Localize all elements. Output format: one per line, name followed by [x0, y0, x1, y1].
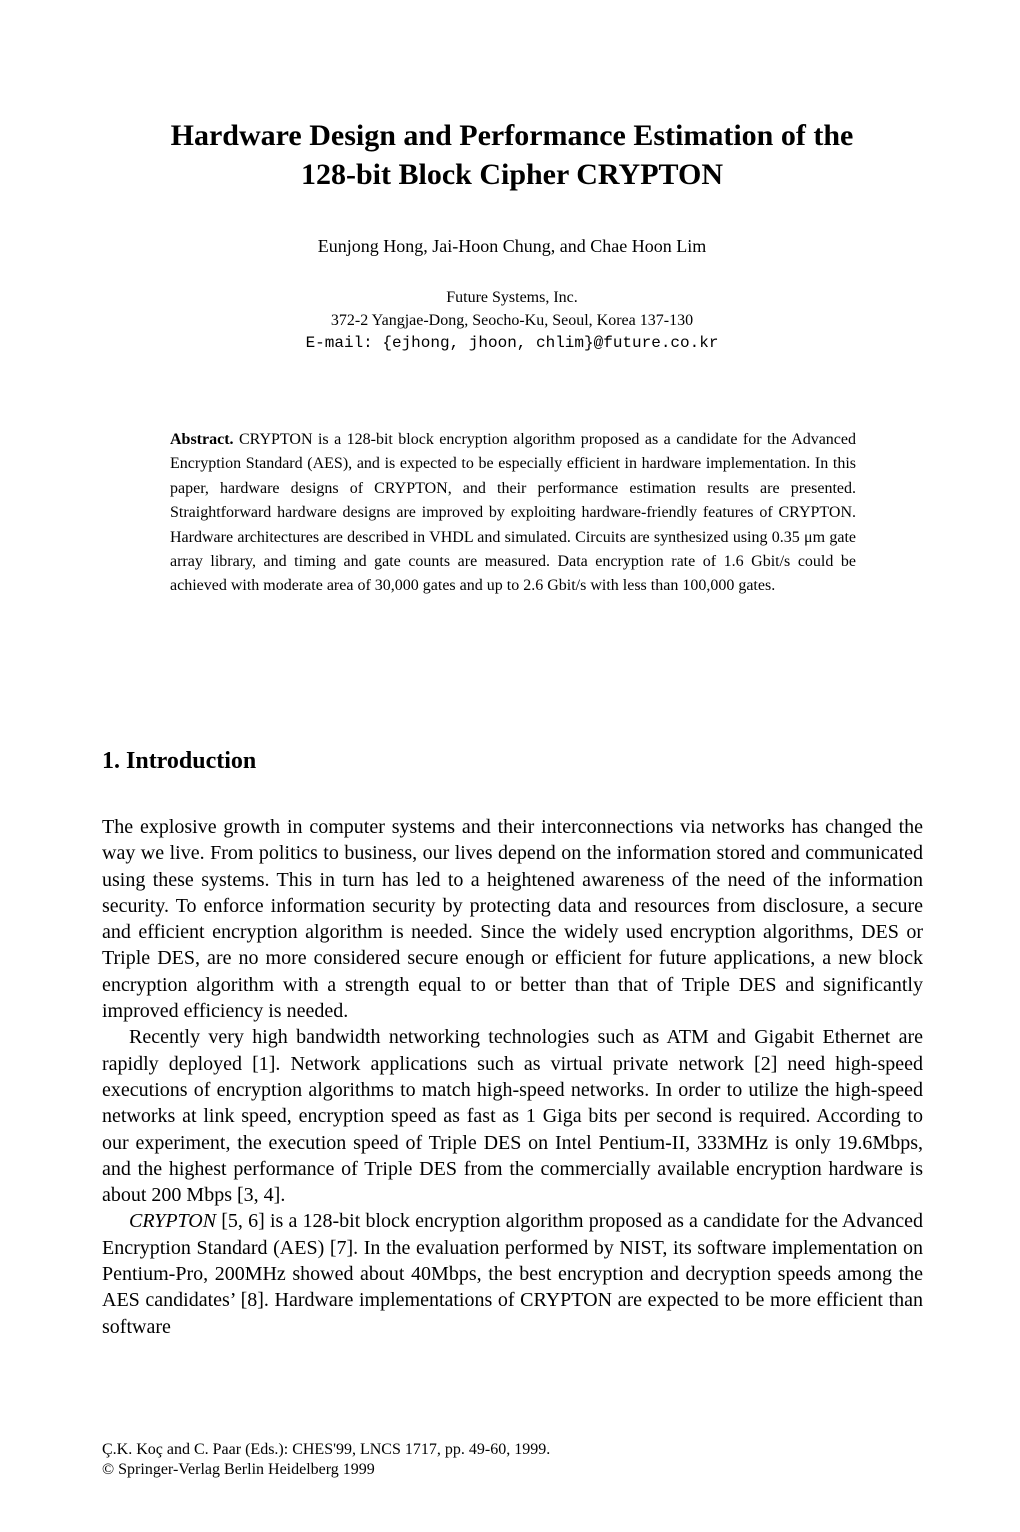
introduction-body: [102, 814, 923, 1340]
crypton-emphasis: CRYPTON: [129, 1210, 217, 1233]
body-paragraph-2: Recently very high bandwidth networking technologies such as ATM and Gigabit Ethernet are rapidly deployed [1]. Network applications such as virtual private network [2] need high-speed executions of encryption algorithms to match high-speed networks. In order to utilize the high-speed networks at link speed, encryption speed as fast as 1 Giga bits per second is required. According to our experiment, the execution speed of Triple DES on Intel Pentium-II, 333MHz is only 19.6Mbps, and the highest performance of Triple DES from the commercially available encryption hardware is about 200 Mbps [3, 4].: [102, 1026, 923, 1207]
paper-title-line-2: 128-bit Block Cipher CRYPTON: [300, 158, 724, 191]
page-footer: [102, 1440, 902, 1480]
body-paragraph-3-text: [5, 6] is a 128-bit block encryption algorithm proposed as a candidate for the Advanced Encryption Standard (AES) [7]. In the evaluation performed by NIST, its software implementation on Pentium-Pro, 200MHz showed about 40Mbps, the best encryption and decryption speeds among the AES candidates’ [8]. Hardware implementations of CRYPTON are expected to be more efficient than software: [102, 1210, 923, 1338]
abstract-label: Abstract.: [170, 431, 234, 448]
section-heading-introduction: 1. Introduction: [102, 748, 257, 774]
affiliation-email: E-mail: {ejhong, jhoon, chlim}@future.co.kr: [305, 334, 719, 352]
footer-copyright: © Springer-Verlag Berlin Heidelberg 1999: [102, 1461, 375, 1478]
abstract-text: CRYPTON is a 128-bit block encryption algorithm proposed as a candidate for the Advanced Encryption Standard (AES), and is expected to be especially efficient in hardware implementation. In this paper, hardware designs of CRYPTON, and their performance estimation results are presented. Straightforward hardware designs are improved by exploiting hardware-friendly features of CRYPTON. Hardware architectures are described in VHDL and simulated. Circuits are synthesized using 0.35 μm gate array library, and timing and gate counts are measured. Data encryption rate of 1.6 Gbit/s could be achieved with moderate area of 30,000 gates and up to 2.6 Gbit/s with less than 100,000 gates.: [170, 431, 857, 595]
affiliation-block: [100, 286, 924, 355]
affiliation-address: 372-2 Yangjae-Dong, Seocho-Ku, Seoul, Korea 137-130: [330, 312, 694, 329]
paper-title-line-1: Hardware Design and Performance Estimation of the: [170, 119, 854, 152]
author-list: Eunjong Hong, Jai-Hoon Chung, and Chae Hoon Lim: [317, 236, 707, 256]
affiliation-org: Future Systems, Inc.: [446, 289, 578, 306]
abstract: [170, 428, 856, 599]
body-paragraph-1: The explosive growth in computer systems and their interconnections via networks has changed the way we live. From politics to business, our lives depend on the information stored and communicated using these systems. This in turn has led to a heightened awareness of the need of the information security. To enforce information security by protecting data and resources from disclosure, a secure and efficient encryption algorithm is needed. Since the widely used encryption algorithms, DES or Triple DES, are no more considered secure enough or efficient for future applications, a new block encryption algorithm with a strength equal to or better than that of Triple DES and significantly improved efficiency is needed.: [102, 816, 923, 1023]
body-paragraph-3: [102, 1208, 923, 1339]
footer-citation: Ç.K. Koç and C. Paar (Eds.): CHES'99, LNCS 1717, pp. 49-60, 1999.: [102, 1441, 551, 1458]
paper-title: [100, 116, 924, 194]
